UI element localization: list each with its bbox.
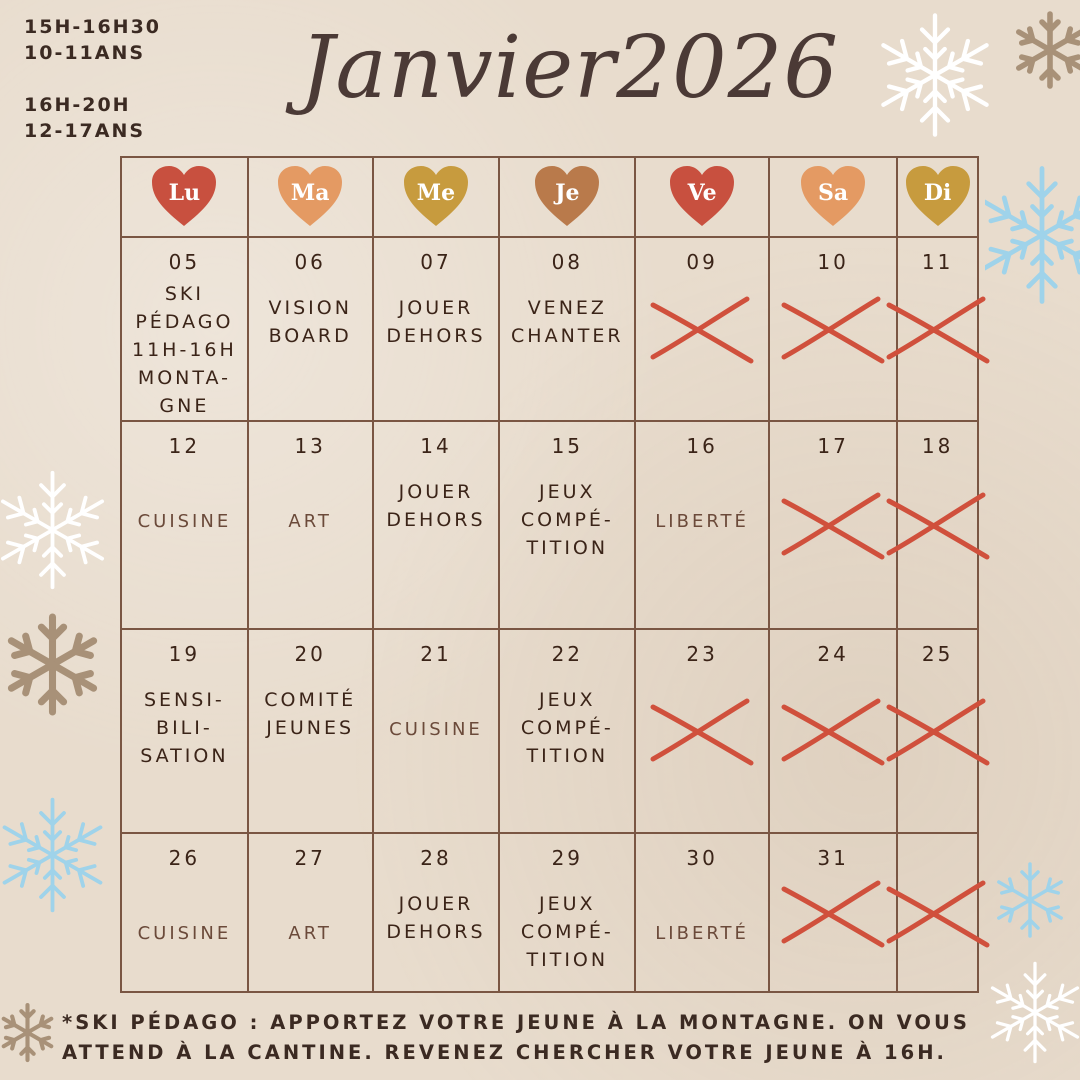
footer-note: [62, 1008, 1062, 1068]
day-activity: VENEZ CHANTER: [511, 297, 624, 347]
closed-cross-icon: [883, 873, 993, 953]
weekday-header: [897, 157, 978, 237]
closed-cross-icon: [883, 289, 993, 369]
day-cell: [769, 237, 897, 421]
day-activity: JOUER DEHORS: [386, 481, 486, 531]
snowflake-white-left-icon: [0, 460, 105, 600]
day-cell: [635, 629, 769, 833]
weekday-header: [373, 157, 500, 237]
day-activity: COMITÉ JEUNES: [264, 689, 357, 739]
week-row: [121, 421, 978, 629]
footer-line-2: ATTEND À LA CANTINE. REVENEZ CHERCHER VOTRE JEUNE À 16H.: [62, 1041, 947, 1064]
day-activity: JOUER DEHORS: [386, 893, 486, 943]
snowflake-brown-bottomleft-icon: [0, 985, 55, 1080]
week-row: [121, 237, 978, 421]
day-number: 28: [420, 846, 452, 870]
heart-icon: [668, 164, 736, 228]
snowflake-brown-left-icon: [0, 612, 105, 717]
weekday-label: Sa: [818, 180, 849, 206]
day-cell: [635, 237, 769, 421]
weekday-label: Ve: [687, 180, 717, 206]
day-cell: [897, 237, 978, 421]
snowflake-white-top-icon: [870, 0, 1000, 150]
day-number: 31: [817, 846, 849, 870]
day-cell: [499, 421, 635, 629]
day-activity: JOUER DEHORS: [386, 297, 486, 347]
day-cell: [121, 421, 248, 629]
day-cell: [248, 833, 373, 992]
day-activity: JEUX COMPÉ- TITION: [520, 893, 614, 971]
day-number: 18: [921, 434, 954, 458]
heart-icon: [799, 164, 867, 228]
weekday-label: Ma: [290, 180, 330, 206]
hours-line-4: 12-17ANS: [24, 120, 146, 142]
hours-line-1: 15H-16H30: [24, 16, 162, 38]
heart-icon: [150, 164, 218, 228]
day-cell: [373, 421, 500, 629]
day-cell: [635, 833, 769, 992]
day-activity: ART: [288, 511, 332, 532]
weekday-header: [635, 157, 769, 237]
snowflake-blue-left-icon: [0, 790, 105, 920]
heart-icon: [276, 164, 344, 228]
week-row: [121, 833, 978, 992]
day-activity: JEUX COMPÉ- TITION: [520, 689, 614, 767]
day-cell: [897, 833, 978, 992]
day-number: 17: [817, 434, 849, 458]
day-activity: SENSI- BILI- SATION: [140, 689, 229, 767]
closed-cross-icon: [647, 691, 757, 771]
day-number: 05: [168, 250, 201, 274]
closed-cross-icon: [883, 485, 993, 565]
weekday-label: Je: [555, 180, 580, 206]
heart-icon: [904, 164, 972, 228]
day-number: 16: [686, 434, 718, 458]
day-cell: [897, 421, 978, 629]
weekday-header: [121, 157, 248, 237]
day-number: 20: [294, 642, 326, 666]
day-cell: [769, 421, 897, 629]
day-number: 23: [686, 642, 718, 666]
day-activity: JEUX COMPÉ- TITION: [520, 481, 614, 559]
day-activity: CUISINE: [137, 923, 232, 944]
day-cell: [897, 629, 978, 833]
weekday-header: [248, 157, 373, 237]
day-cell: [121, 833, 248, 992]
closed-cross-icon: [778, 289, 888, 369]
closed-cross-icon: [883, 691, 993, 771]
day-cell: [635, 421, 769, 629]
snowflake-blue-right-icon: [985, 150, 1080, 320]
day-cell: [373, 237, 500, 421]
day-number: 11: [921, 250, 954, 274]
hours-line-2: 10-11ANS: [24, 42, 146, 64]
heart-icon: [533, 164, 601, 228]
day-number: 19: [168, 642, 201, 666]
footer-line-1: *SKI PÉDAGO : APPORTEZ VOTRE JEUNE À LA MONTAGNE. ON VOUS: [62, 1011, 970, 1034]
day-cell: [769, 833, 897, 992]
day-cell: [121, 629, 248, 833]
day-number: 29: [551, 846, 584, 870]
day-cell: [499, 237, 635, 421]
weekday-label: Di: [923, 180, 952, 206]
weekday-header: [769, 157, 897, 237]
closed-cross-icon: [778, 485, 888, 565]
day-number: 09: [686, 250, 718, 274]
hours-info: [24, 14, 161, 144]
day-activity: CUISINE: [137, 511, 232, 532]
day-activity: CUISINE: [389, 719, 483, 740]
day-number: 12: [168, 434, 201, 458]
day-cell: [769, 629, 897, 833]
day-number: 25: [921, 642, 954, 666]
week-row: [121, 629, 978, 833]
day-cell: [499, 629, 635, 833]
day-activity: LIBERTÉ: [655, 511, 749, 532]
day-activity: LIBERTÉ: [655, 923, 749, 944]
day-activity: SKI PÉDAGO 11H-16H MONTA- GNE: [132, 283, 237, 417]
weekday-header-row: [121, 157, 978, 237]
day-cell: [248, 629, 373, 833]
day-number: 30: [686, 846, 718, 870]
snowflake-brown-topright-icon: [1010, 0, 1080, 100]
day-number: 26: [168, 846, 201, 870]
closed-cross-icon: [647, 289, 757, 369]
day-activity: VISION BOARD: [268, 297, 352, 347]
weekday-label: Me: [416, 180, 456, 206]
day-number: 15: [551, 434, 584, 458]
heart-icon: [402, 164, 470, 228]
weekday-header: [499, 157, 635, 237]
day-number: 10: [817, 250, 849, 274]
snowflake-blue-bottomright-icon: [990, 860, 1070, 940]
day-cell: [373, 833, 500, 992]
day-cell: [121, 237, 248, 421]
closed-cross-icon: [778, 691, 888, 771]
day-number: 14: [420, 434, 452, 458]
day-number: 13: [294, 434, 326, 458]
day-number: 08: [551, 250, 584, 274]
day-number: 27: [294, 846, 326, 870]
day-cell: [373, 629, 500, 833]
day-number: 24: [817, 642, 849, 666]
day-number: 21: [420, 642, 452, 666]
weekday-label: Lu: [168, 180, 201, 206]
day-number: 07: [420, 250, 452, 274]
day-number: 22: [551, 642, 584, 666]
page-title: Janvier2026: [300, 18, 840, 118]
hours-line-3: 16H-20H: [24, 94, 131, 116]
day-number: 06: [294, 250, 326, 274]
day-cell: [248, 421, 373, 629]
day-activity: ART: [288, 923, 332, 944]
closed-cross-icon: [778, 873, 888, 953]
day-cell: [248, 237, 373, 421]
calendar-grid: [120, 156, 979, 993]
day-cell: [499, 833, 635, 992]
